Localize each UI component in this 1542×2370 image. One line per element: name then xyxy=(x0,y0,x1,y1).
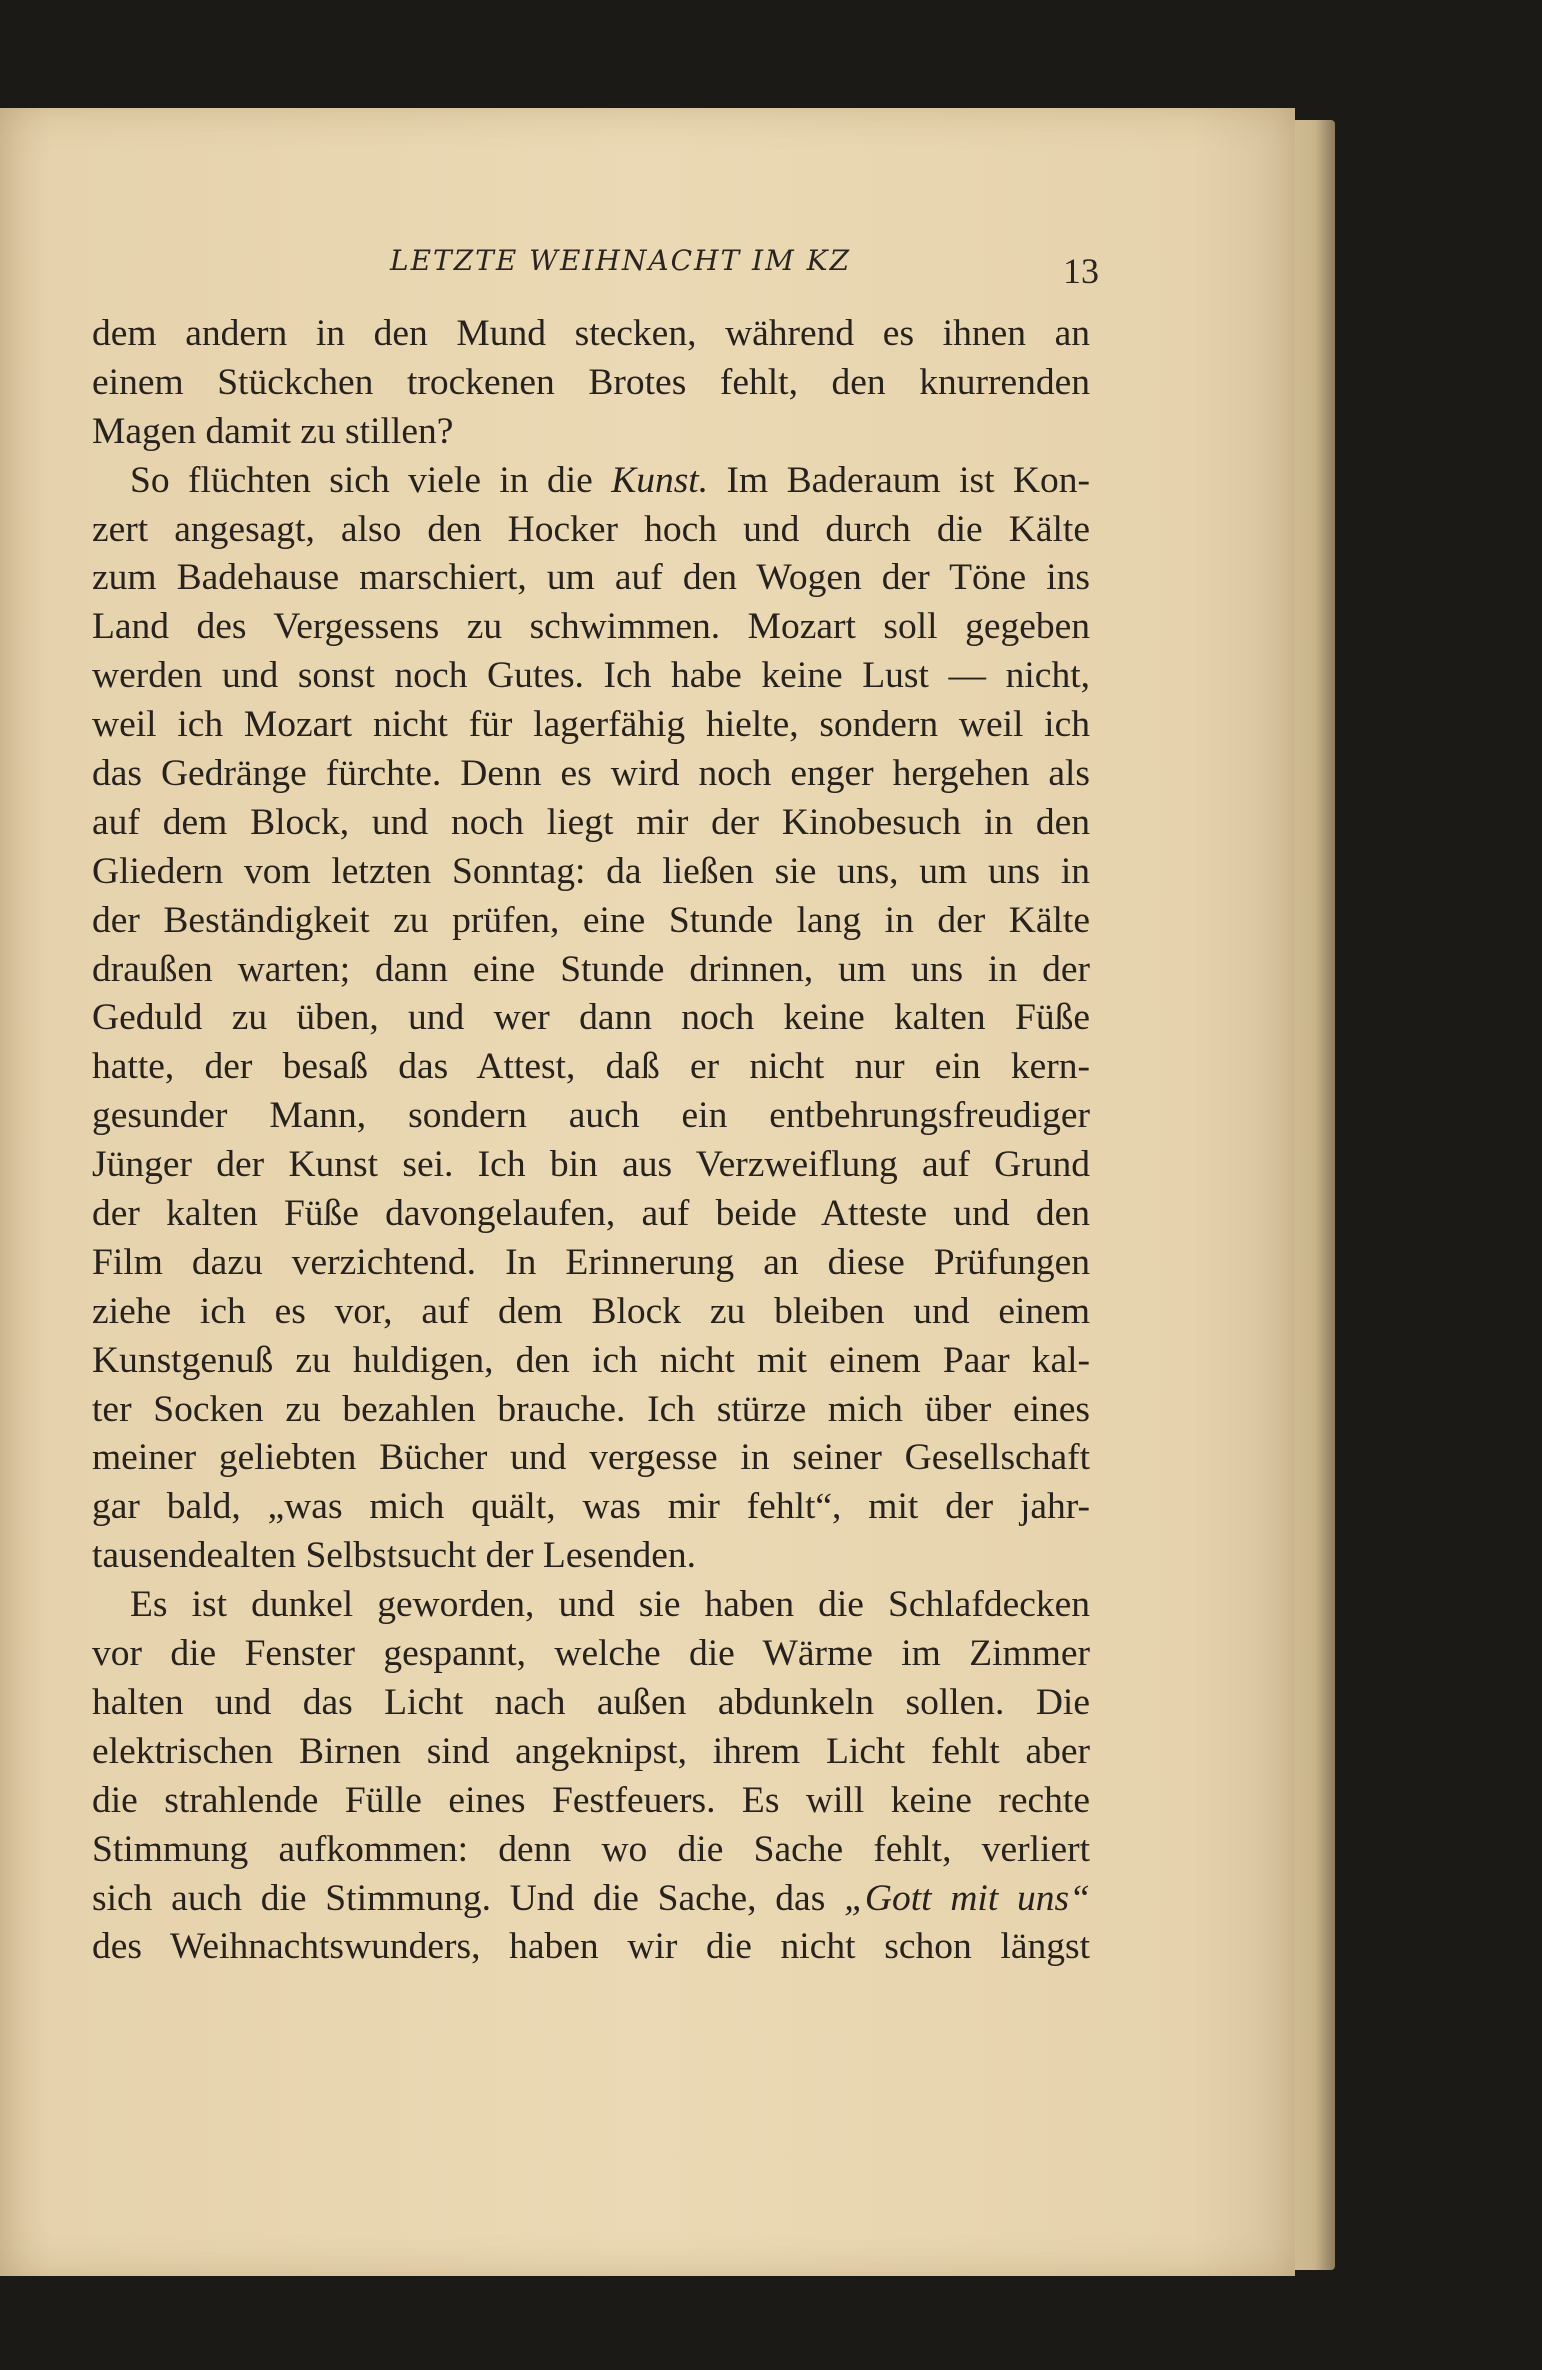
text-line: ter Socken zu bezahlen brauche. Ich stürze mich über eines xyxy=(92,1388,1090,1430)
text-line: Kunstgenuß zu huldigen, den ich nicht mit einem Paar kal- xyxy=(92,1339,1090,1381)
text-line: auf dem Block, und noch liegt mir der Kinobesuch in den xyxy=(92,801,1090,843)
text-line: elektrischen Birnen sind angeknipst, ihrem Licht fehlt aber xyxy=(92,1730,1090,1772)
text-line: dem andern in den Mund stecken, während es ihnen an xyxy=(92,313,1090,354)
page-number: 13 xyxy=(1063,251,1099,291)
text-line: tausendealten Selbstsucht der Lesenden. xyxy=(92,1535,696,1577)
text-line: der kalten Füße davongelaufen, auf beide Atteste und den xyxy=(92,1193,1090,1235)
text-line: der Beständigkeit zu prüfen, eine Stunde lang in der Kälte xyxy=(92,899,1090,941)
text-line xyxy=(92,1875,1090,1924)
text-line: zum Badehause marschiert, um auf den Wogen der Töne ins xyxy=(92,557,1090,599)
text-segment: sich auch die Stimmung. Und die Sache, das xyxy=(92,1877,845,1919)
text-line xyxy=(92,457,1090,506)
text-line: Film dazu verzichtend. In Erinnerung an diese Prüfungen xyxy=(92,1241,1090,1283)
italic-segment: Kunst. xyxy=(611,459,709,501)
text-line: Geduld zu üben, und wer dann noch keine kalten Füße xyxy=(92,997,1090,1039)
text-line: Es ist dunkel geworden, und sie haben die Schlafdecken xyxy=(130,1584,1090,1626)
text-line: einem Stückchen trockenen Brotes fehlt, den knurrenden xyxy=(92,361,1090,403)
text-line: hatte, der besaß das Attest, daß er nicht nur ein kern- xyxy=(92,1046,1090,1088)
text-line: draußen warten; dann eine Stunde drinnen, um uns in der xyxy=(92,948,1090,990)
text-line: ziehe ich es vor, auf dem Block zu bleiben und einem xyxy=(92,1290,1090,1332)
text-line: Stimmung aufkommen: denn wo die Sache fehlt, verliert xyxy=(92,1828,1090,1870)
text-line: weil ich Mozart nicht für lagerfähig hielte, sondern weil ich xyxy=(92,704,1090,746)
text-line: die strahlende Fülle eines Festfeuers. Es will keine rechte xyxy=(92,1779,1090,1821)
text-line: gar bald, „was mich quält, was mir fehlt“, mit der jahr- xyxy=(92,1486,1090,1528)
text-line: Magen damit zu stillen? xyxy=(92,410,454,452)
text-segment: So flüchten sich viele in die xyxy=(130,459,612,501)
italic-segment: „Gott mit uns“ xyxy=(844,1877,1090,1919)
text-line: gesunder Mann, sondern auch ein entbehrungsfreudiger xyxy=(92,1095,1090,1137)
text-line: Gliedern vom letzten Sonntag: da ließen sie uns, um uns in xyxy=(92,850,1090,892)
text-line: werden und sonst noch Gutes. Ich habe keine Lust — nicht, xyxy=(92,655,1090,697)
text-line: des Weihnachtswunders, haben wir die nicht schon längst xyxy=(92,1926,1090,1968)
text-segment: Im Baderaum ist Kon- xyxy=(708,459,1091,501)
text-line: Jünger der Kunst sei. Ich bin aus Verzweiflung auf Grund xyxy=(92,1144,1090,1186)
text-line: zert angesagt, also den Hocker hoch und durch die Kälte xyxy=(92,508,1090,550)
running-head: LETZTE WEIHNACHT IM KZ xyxy=(390,244,852,277)
text-line: meiner geliebten Bücher und vergesse in seiner Gesellschaft xyxy=(92,1437,1090,1479)
text-line: Land des Vergessens zu schwimmen. Mozart soll gegeben xyxy=(92,606,1090,648)
body-text xyxy=(92,310,1090,1972)
text-line: das Gedränge fürchte. Denn es wird noch enger hergehen als xyxy=(92,753,1090,795)
text-line: vor die Fenster gespannt, welche die Wärme im Zimmer xyxy=(92,1633,1090,1675)
text-line: halten und das Licht nach außen abdunkeln sollen. Die xyxy=(92,1681,1090,1723)
